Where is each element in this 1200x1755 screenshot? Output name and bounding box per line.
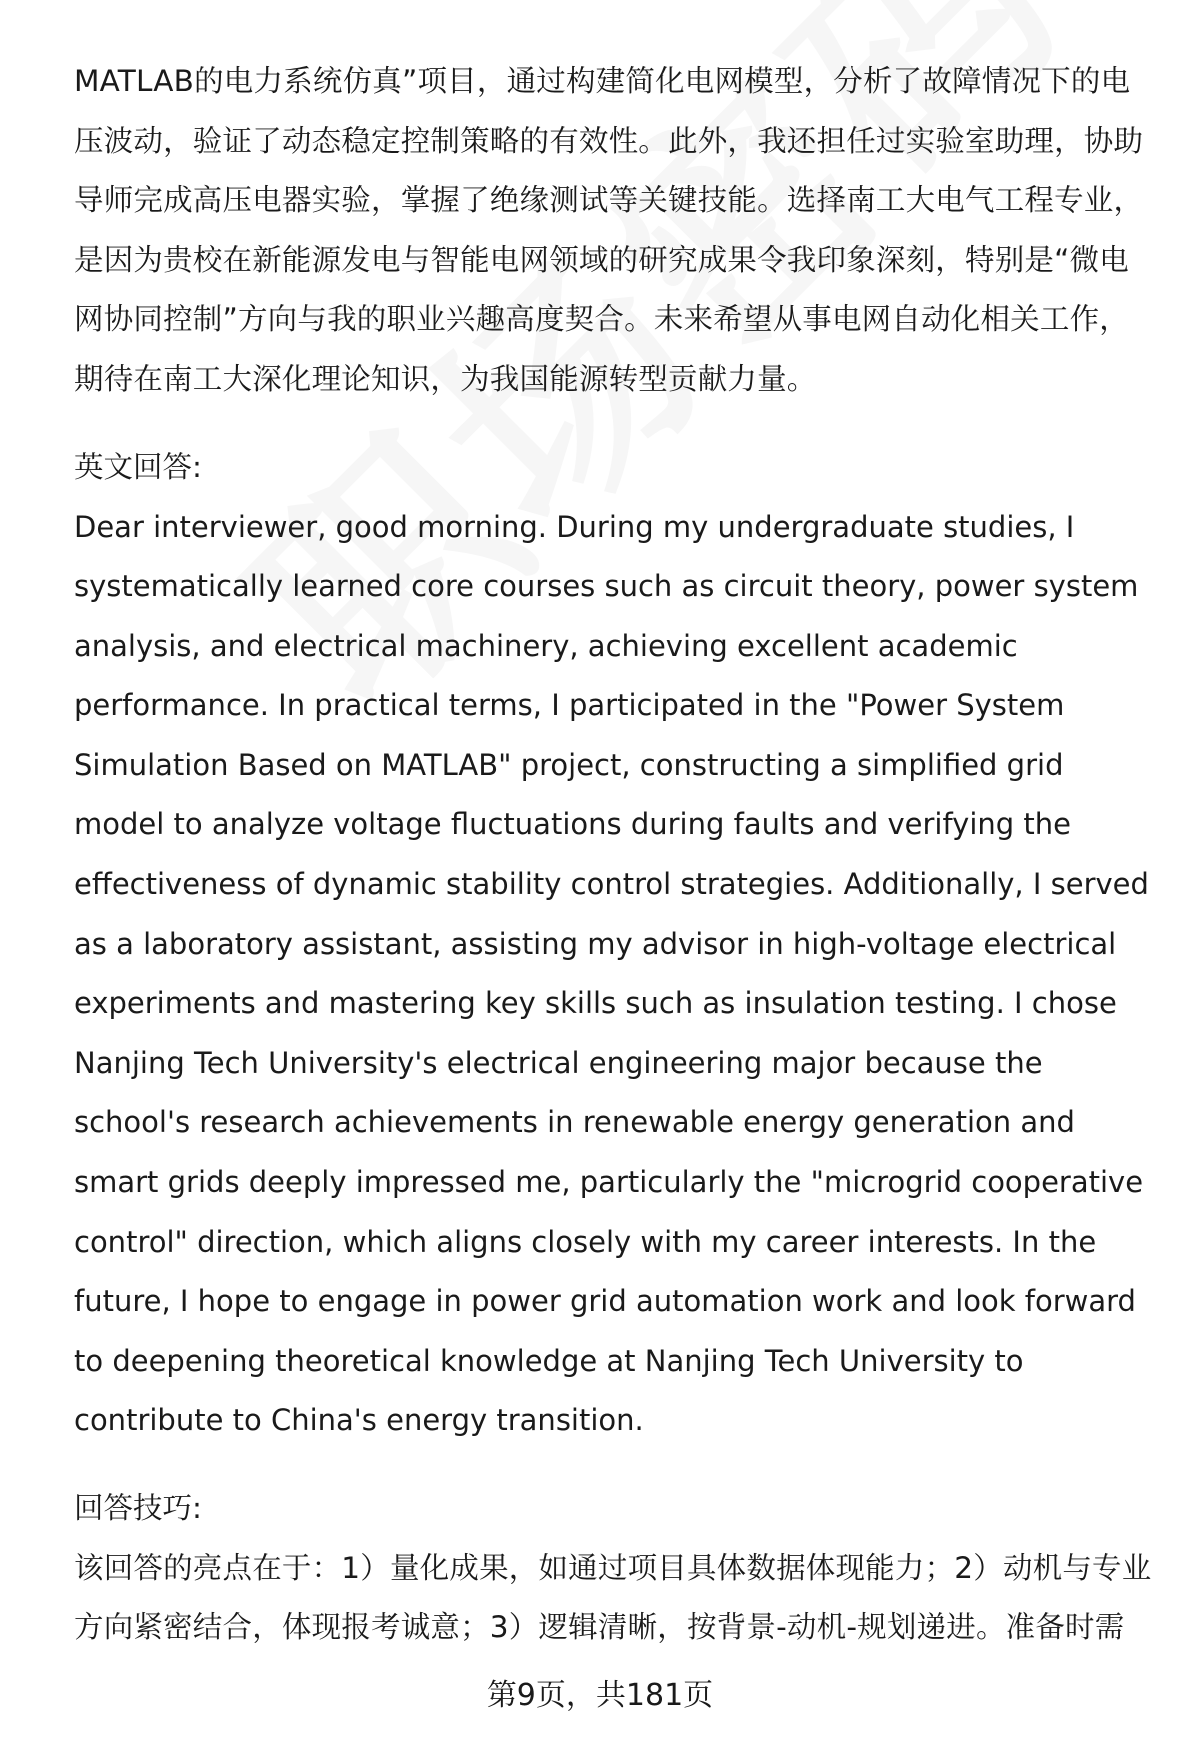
english-answer-heading: 英文回答: [74, 450, 202, 484]
tips-paragraph: 该回答的亮点在于：1）量化成果，如通过项目具体数据体现能力；2）动机与专业方向紧密结合，体现报考诚意；3）逻辑清晰，按背景-动机-规划递进。准备时需 [74, 1550, 1152, 1644]
page-content [74, 52, 1156, 1658]
english-answer-paragraph: Dear interviewer, good morning. During my undergraduate studies, I systematically learned core courses such as circuit theory, power system analysis, and electrical machinery, achieving excellent academic performance. In practical terms, I participated in the "Power System Simulation Based on MATLAB" project, constructing a simplified grid model to analyze voltage fluctuations during faults and verifying the effectiveness of dynamic stability control strategies. Additionally, I served as a laboratory assistant, assisting my advisor in high-voltage electrical experiments and mastering key skills such as insulation testing. I chose Nanjing Tech University's electrical engineering major because the school's research achievements in renewable energy generation and smart grids deeply impressed me, particularly the "microgrid cooperative control" direction, which aligns closely with my career interests. In the future, I hope to engage in power grid automation work and look forward to deepening theoretical knowledge at Nanjing Tech University to contribute to China's energy transition. [74, 509, 1149, 1438]
intro-paragraph: MATLAB的电力系统仿真”项目，通过构建简化电网模型，分析了故障情况下的电压波动，验证了动态稳定控制策略的有效性。此外，我还担任过实验室助理，协助导师完成高压电器实验，掌握了绝缘测试等关键技能。选择南工大电气工程专业，是因为贵校在新能源发电与智能电网领域的研究成果令我印象深刻，特别是“微电网协同控制”方向与我的职业兴趣高度契合。未来希望从事电网自动化相关工作，期待在南工大深化理论知识，为我国能源转型贡献力量。 [74, 64, 1144, 396]
tips-heading: 回答技巧: [74, 1491, 202, 1525]
page-number-footer: 第9页，共181页 [486, 1678, 714, 1713]
